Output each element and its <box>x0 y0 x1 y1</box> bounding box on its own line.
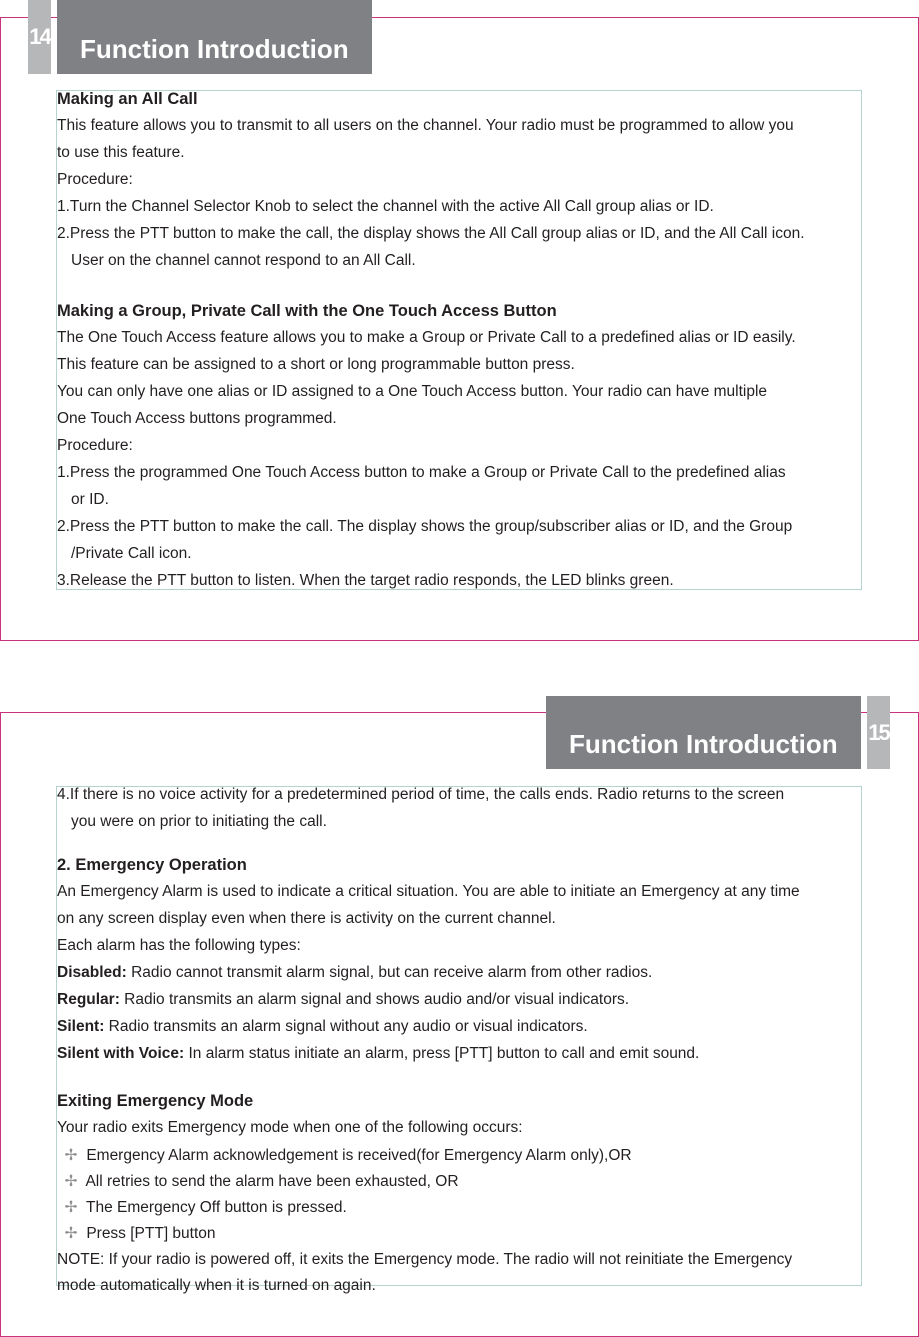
alarm-type-text: Radio cannot transmit alarm signal, but can receive alarm from other radios. <box>126 964 653 981</box>
one-touch-step-3: 3.Release the PTT button to listen. When the target radio responds, the LED blinks green. <box>57 572 674 589</box>
alarm-type-regular <box>57 991 629 1009</box>
list-item-text: All retries to send the alarm have been exhausted, OR <box>85 1173 459 1190</box>
alarm-type-text: Radio transmits an alarm signal and shows audio and/or visual indicators. <box>119 991 630 1008</box>
note-line-1: NOTE: If your radio is powered off, it exits the Emergency mode. The radio will not reinitiate the Emergency <box>57 1251 793 1268</box>
all-call-desc-1: This feature allows you to transmit to all users on the channel. Your radio must be programmed to allow you <box>57 117 794 134</box>
page-number-15: 15 <box>867 696 890 769</box>
list-item <box>60 1224 216 1243</box>
page-number-14: 14 <box>28 0 51 74</box>
cross-bullet-icon: ✢ <box>64 1147 78 1164</box>
all-call-step-2-cont: User on the channel cannot respond to an All Call. <box>71 252 416 269</box>
list-item-text: Emergency Alarm acknowledgement is received(for Emergency Alarm only),OR <box>86 1147 632 1164</box>
list-item <box>60 1198 347 1217</box>
one-touch-step-1-cont: or ID. <box>71 491 109 508</box>
list-item-text: The Emergency Off button is pressed. <box>86 1199 347 1216</box>
alarm-type-text: In alarm status initiate an alarm, press [PTT] button to call and emit sound. <box>184 1045 700 1062</box>
one-touch-desc-3: You can only have one alias or ID assigned to a One Touch Access button. Your radio can have multiple <box>57 383 768 400</box>
list-item <box>60 1146 632 1165</box>
alarm-type-label: Silent: <box>57 1018 105 1035</box>
one-touch-step-2: 2.Press the PTT button to make the call. The display shows the group/subscriber alias or ID, and the Group <box>57 518 793 535</box>
alarm-type-label: Regular: <box>57 991 120 1008</box>
all-call-step-1: 1.Turn the Channel Selector Knob to select the channel with the active All Call group alias or ID. <box>57 198 714 215</box>
emergency-types-intro: Each alarm has the following types: <box>57 937 301 954</box>
exiting-intro: Your radio exits Emergency mode when one of the following occurs: <box>57 1119 523 1136</box>
all-call-step-2: 2.Press the PTT button to make the call, the display shows the All Call group alias or ID, and the All Call icon. <box>57 225 805 242</box>
list-item-text: Press [PTT] button <box>86 1225 216 1242</box>
one-touch-heading: Making a Group, Private Call with the One Touch Access Button <box>57 302 557 320</box>
one-touch-desc-2: This feature can be assigned to a short or long programmable button press. <box>57 356 575 373</box>
alarm-type-silent <box>57 1018 588 1036</box>
alarm-type-disabled <box>57 964 652 982</box>
list-item <box>60 1172 459 1191</box>
emergency-desc-1: An Emergency Alarm is used to indicate a critical situation. You are able to initiate an Emergency at any time <box>57 883 800 900</box>
note-line-2: mode automatically when it is turned on again. <box>57 1277 376 1294</box>
page-15-header: Function Introduction <box>546 696 861 769</box>
step-4-cont: you were on prior to initiating the call. <box>71 813 327 830</box>
exiting-heading: Exiting Emergency Mode <box>57 1092 254 1110</box>
alarm-type-silent-voice <box>57 1045 699 1063</box>
step-4: 4.If there is no voice activity for a predetermined period of time, the calls ends. Radio returns to the screen <box>57 786 785 803</box>
all-call-desc-2: to use this feature. <box>57 144 185 161</box>
alarm-type-label: Disabled: <box>57 964 127 981</box>
cross-bullet-icon: ✢ <box>64 1225 78 1242</box>
cross-bullet-icon: ✢ <box>64 1199 78 1216</box>
all-call-heading: Making an All Call <box>57 90 198 108</box>
emergency-heading: 2. Emergency Operation <box>57 856 247 874</box>
one-touch-desc-1: The One Touch Access feature allows you to make a Group or Private Call to a predefined alias or ID easily. <box>57 329 796 346</box>
one-touch-step-2-cont: /Private Call icon. <box>71 545 192 562</box>
one-touch-desc-4: One Touch Access buttons programmed. <box>57 410 337 427</box>
one-touch-procedure: Procedure: <box>57 437 133 454</box>
cross-bullet-icon: ✢ <box>64 1173 78 1190</box>
alarm-type-label: Silent with Voice: <box>57 1045 185 1062</box>
emergency-desc-2: on any screen display even when there is activity on the current channel. <box>57 910 556 927</box>
one-touch-step-1: 1.Press the programmed One Touch Access button to make a Group or Private Call to the predefined alias <box>57 464 786 481</box>
alarm-type-text: Radio transmits an alarm signal without any audio or visual indicators. <box>104 1018 588 1035</box>
page-14-header: Function Introduction <box>57 0 372 74</box>
all-call-procedure: Procedure: <box>57 171 133 188</box>
